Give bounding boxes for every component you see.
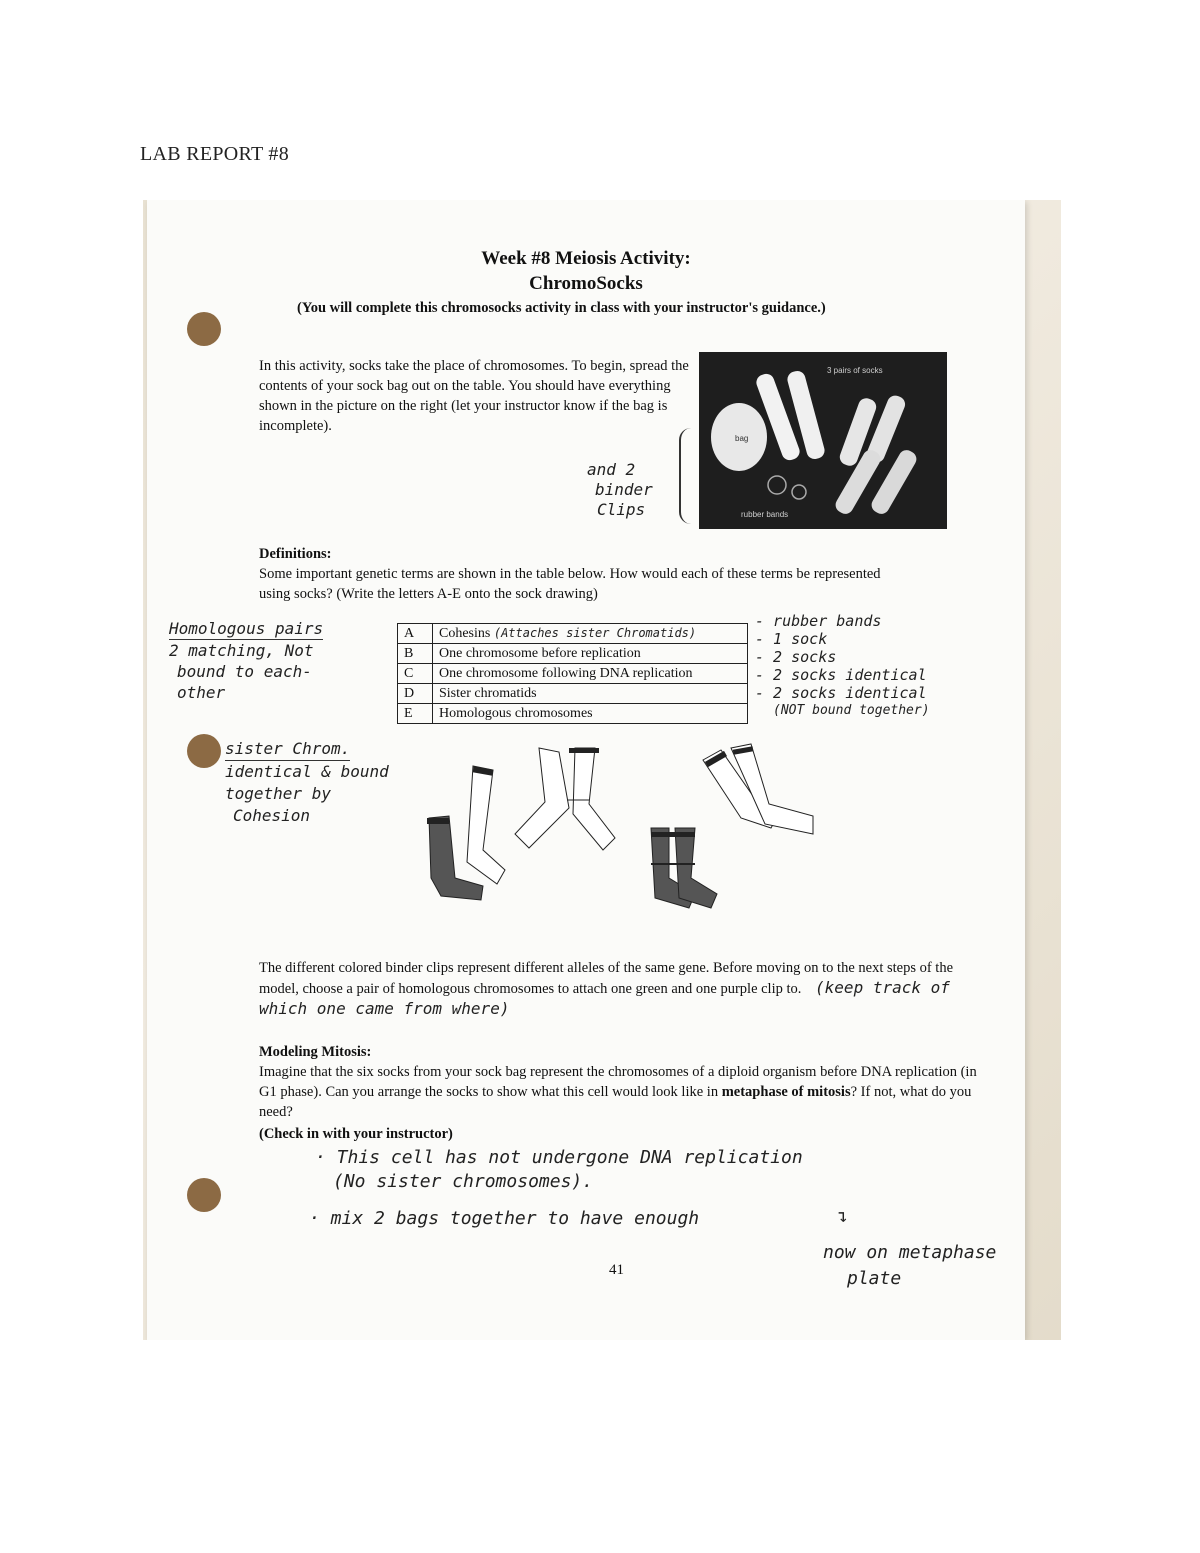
table-row	[398, 704, 748, 724]
punch-hole	[187, 312, 221, 346]
sock-pair-bottom	[651, 828, 717, 908]
clip-note: (keep track of which one came from where)	[259, 978, 950, 1018]
punch-hole	[187, 1178, 221, 1212]
metaphase-note: now on metaphase plate	[823, 1242, 997, 1289]
definitions-heading: Definitions:	[259, 546, 332, 562]
table-letter: B	[398, 644, 433, 664]
sock-pair-right	[703, 744, 813, 834]
table-term: Cohesins (Attaches sister Chromatids)	[433, 624, 748, 644]
punch-hole	[187, 734, 221, 768]
table-letter: A	[398, 624, 433, 644]
table-term: Homologous chromosomes	[433, 704, 748, 724]
sock-pair-center	[515, 748, 615, 850]
table-row	[398, 664, 748, 684]
intro-paragraph: In this activity, socks take the place of chromosomes. To begin, spread the contents of your sock bag out on the table. You should have everything shown in the picture on the right (let your instructor know if the bag is incomplete).	[259, 358, 689, 434]
sock-drawing	[419, 738, 819, 918]
photo-label-bag: bag	[735, 434, 749, 443]
homologous-note: Homologous pairs 2 matching, Not bound to each- other	[169, 619, 324, 702]
definitions-table	[397, 623, 748, 724]
table-term: Sister chromatids	[433, 684, 748, 704]
table-term: One chromosome following DNA replication	[433, 664, 748, 684]
photo-label-pairs: 3 pairs of socks	[827, 366, 883, 375]
page-number: 41	[609, 1262, 624, 1278]
worksheet-page	[147, 200, 1025, 1340]
table-letter: E	[398, 704, 433, 724]
mitosis-paragraph: Imagine that the six socks from your sock bag represent the chromosomes of a diploid organism before DNA replication (in G1 phase). Can you arrange the socks to show what this cell would look like in metaphase of mitosis? If not, what do you need?	[259, 1064, 977, 1120]
sock-bag-photo	[699, 352, 947, 529]
down-arrow-icon: ↴	[837, 1206, 848, 1227]
photo-label-bands: rubber bands	[741, 510, 789, 519]
curly-brace	[679, 428, 695, 524]
mitosis-heading: Modeling Mitosis:	[259, 1044, 372, 1060]
worksheet-photo	[143, 200, 1061, 1340]
definitions-text: Some important genetic terms are shown in the table below. How would each of these terms be represented using socks? (Write the letters A-E onto the sock drawing)	[259, 566, 881, 602]
table-row	[398, 624, 748, 644]
checkin-note: (Check in with your instructor)	[259, 1126, 453, 1142]
answer-one: · This cell has not undergone DNA replication (No sister chromosomes).	[315, 1147, 803, 1192]
document-header: LAB REPORT #8	[140, 143, 290, 165]
alleles-paragraph: The different colored binder clips represent different alleles of the same gene. Before moving on to the next steps of the model, choose a pair of homologous chromosomes to attach one green and one purple clip to. (keep track of which one came from where)	[259, 960, 954, 1018]
binder-note: and 2 binder Clips	[587, 460, 653, 519]
sock-pair-left	[427, 766, 505, 900]
worksheet-title-2: ChromoSocks	[529, 273, 643, 294]
table-answers: - rubber bands - 1 sock - 2 socks - 2 socks identical - 2 socks identical (NOT bound together)	[755, 612, 930, 718]
table-row	[398, 644, 748, 664]
worksheet-subtitle: (You will complete this chromosocks activity in class with your instructor's guidance.)	[297, 300, 826, 316]
table-letter: C	[398, 664, 433, 684]
cohesins-note: (Attaches sister Chromatids)	[493, 625, 697, 640]
sister-chromatid-note: sister Chrom. identical & bound together by Cohesion	[225, 739, 389, 825]
table-letter: D	[398, 684, 433, 704]
table-row	[398, 684, 748, 704]
answer-two: · mix 2 bags together to have enough	[309, 1208, 700, 1229]
worksheet-title: Week #8 Meiosis Activity:	[481, 248, 691, 269]
table-term: One chromosome before replication	[433, 644, 748, 664]
